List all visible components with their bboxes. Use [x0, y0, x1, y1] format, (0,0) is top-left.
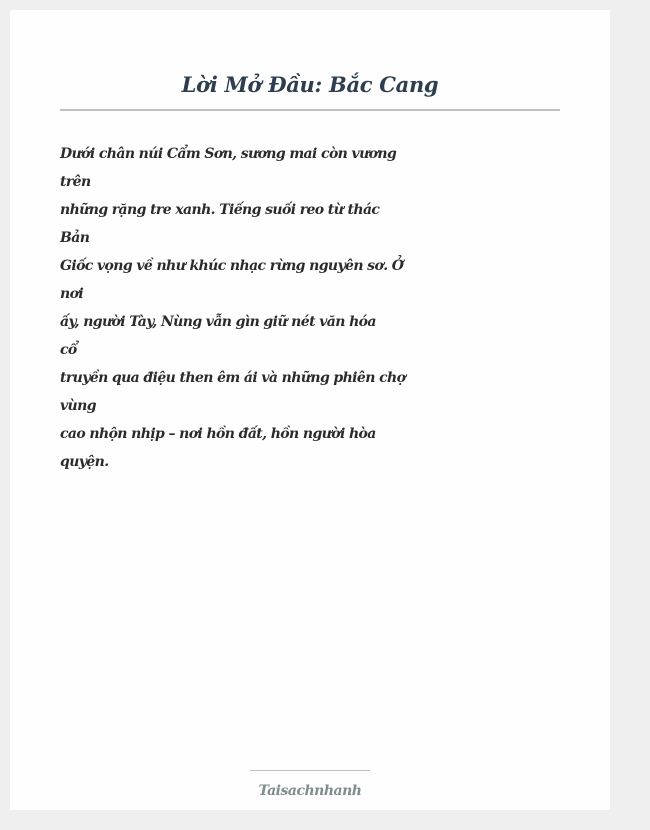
footer-brand: Taisachnhanh [258, 783, 362, 799]
page-title: Lời Mở Đầu: Bắc Cang [181, 72, 439, 97]
text-line: Bản [60, 230, 90, 246]
text-line: Dưới chân núi Cẩm Sơn, sương mai còn vương [60, 146, 397, 162]
footer-divider [250, 770, 370, 771]
body-paragraph [60, 140, 406, 476]
text-line: trên [60, 174, 91, 190]
text-line: cao nhộn nhịp – nơi hồn đất, hồn người hòa [60, 426, 376, 442]
text-line: vùng [60, 398, 96, 414]
document-page [10, 10, 610, 810]
text-line: Giốc vọng về như khúc nhạc rừng nguyên sơ. Ở [60, 258, 404, 274]
title-divider [60, 109, 560, 111]
text-line: truyền qua điệu then êm ái và những phiên chợ [60, 370, 406, 386]
text-line: những rặng tre xanh. Tiếng suối reo từ thác [60, 202, 380, 218]
text-line: cổ [60, 342, 77, 358]
text-line: ấy, người Tày, Nùng vẫn gìn giữ nét văn hóa [60, 314, 376, 330]
text-line: quyện. [60, 454, 109, 470]
text-line: nơi [60, 286, 84, 302]
